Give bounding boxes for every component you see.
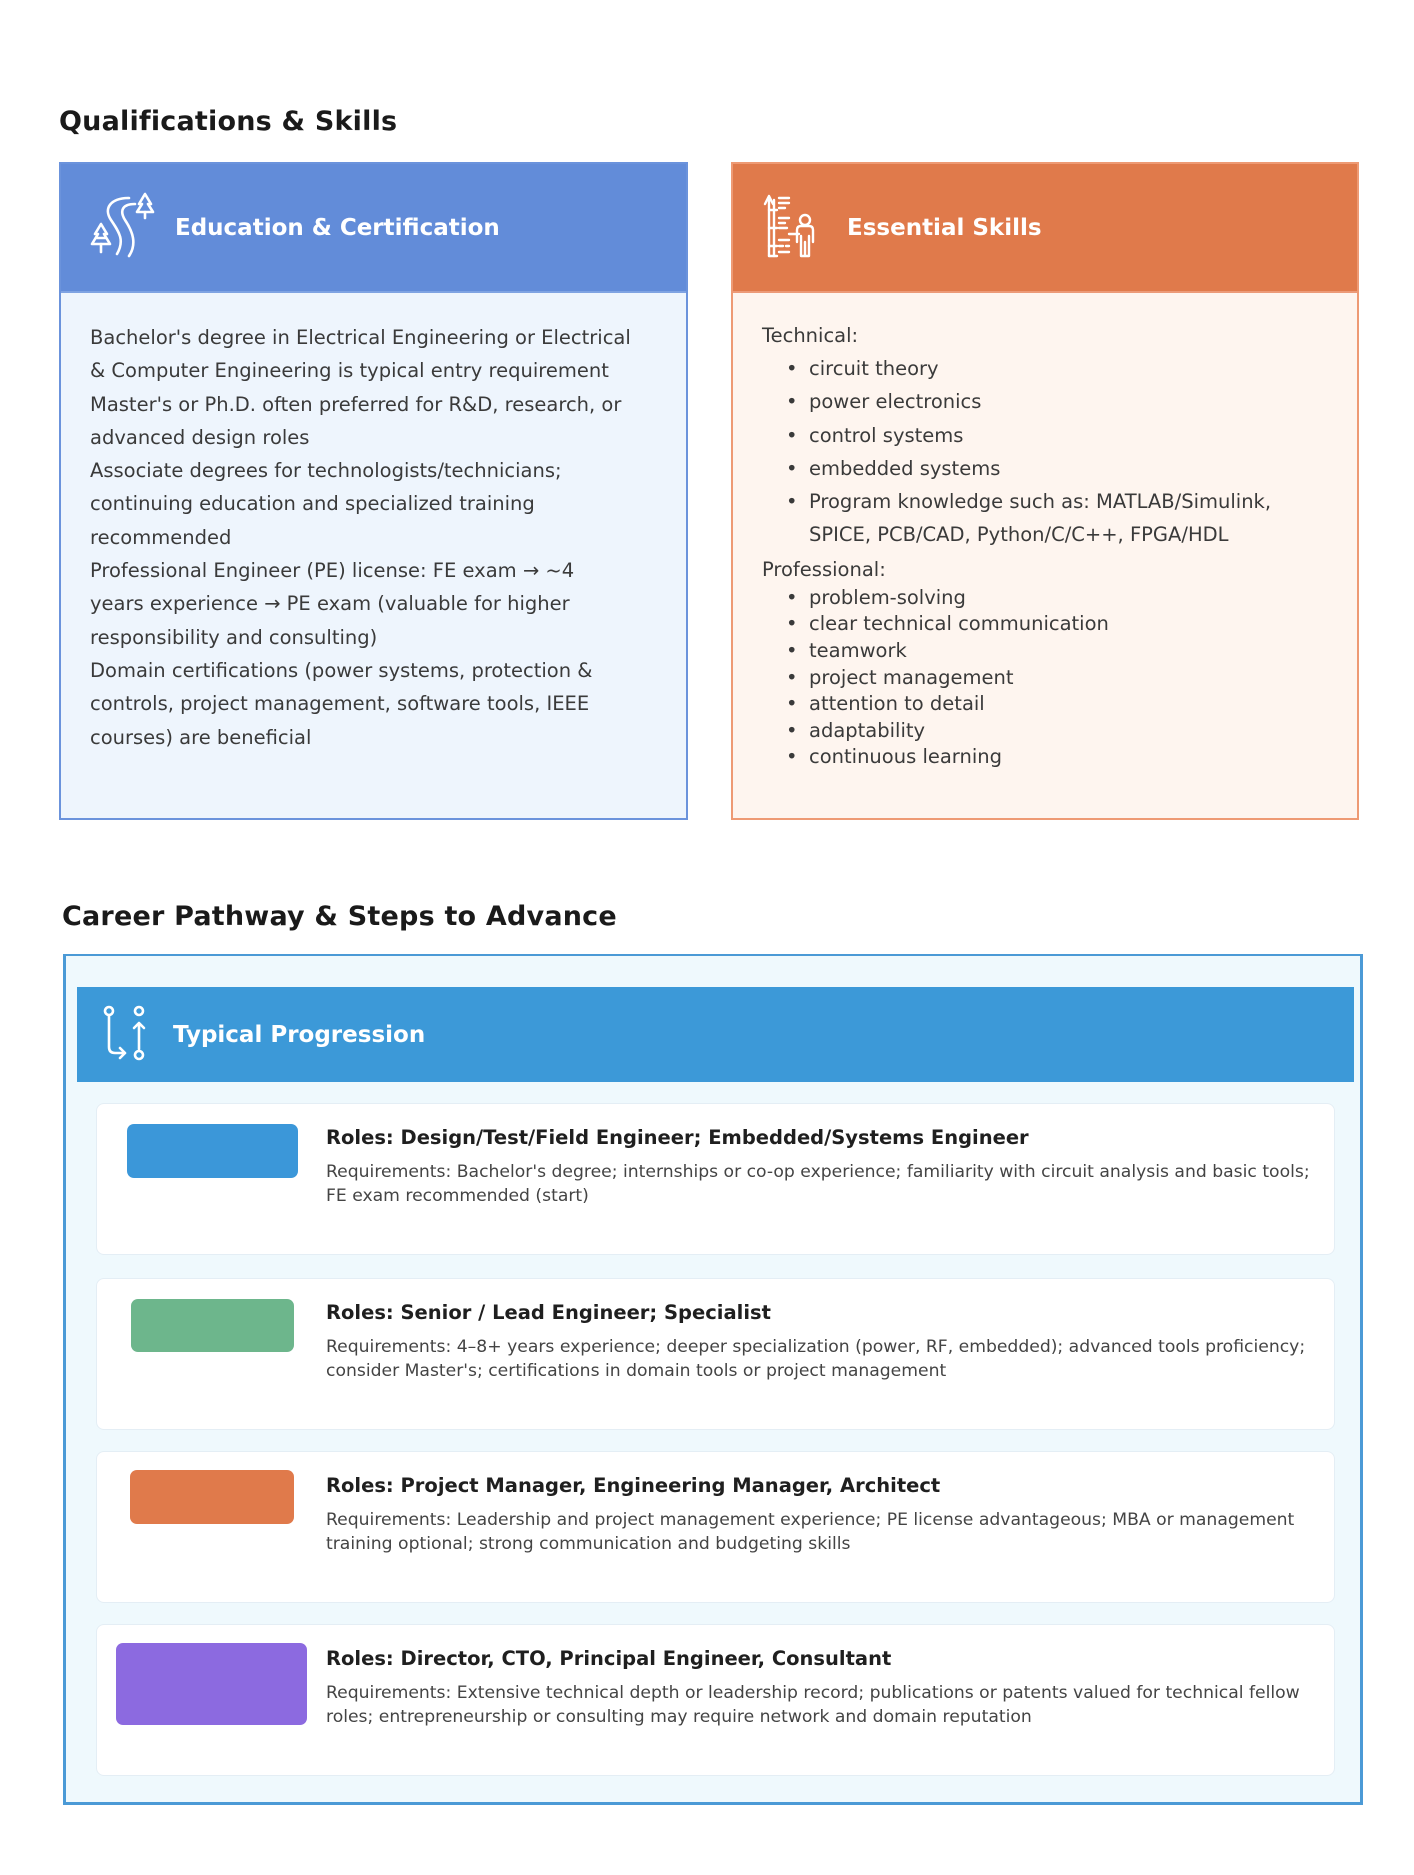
bullet-icon: • <box>786 638 798 662</box>
bullet-icon: • <box>786 390 798 414</box>
career-pathway-panel <box>63 954 1363 1805</box>
skills-card-header <box>733 164 1357 293</box>
list-item: • attention to detail <box>762 691 1329 718</box>
step-requirements: Requirements: Leadership and project management experience; PE license advantageous; MBA or management training optional; strong communication and budgeting skills <box>326 1510 1295 1554</box>
skills-card-title: Essential Skills <box>847 214 1042 241</box>
technical-list <box>762 352 1329 552</box>
step-color-swatch <box>116 1643 307 1725</box>
bullet-icon: • <box>786 745 798 769</box>
education-card-header <box>61 164 686 293</box>
bullet-icon: • <box>786 718 798 742</box>
step-color-swatch <box>127 1124 298 1178</box>
education-line: Master's or Ph.D. often preferred for R&D, research, or <box>90 392 622 416</box>
list-item: • Program knowledge such as: MATLAB/Simulink, <box>762 485 1329 518</box>
step-roles: Roles: Project Manager, Engineering Manager, Architect <box>326 1474 941 1497</box>
git-path-icon <box>97 1001 161 1069</box>
list-item: • circuit theory <box>762 352 1329 385</box>
bullet-icon: • <box>786 423 798 447</box>
list-item: • project management <box>762 665 1329 692</box>
bullet-icon: • <box>786 585 798 609</box>
education-line: courses) are beneficial <box>90 725 312 749</box>
step-requirements: Requirements: Bachelor's degree; internships or co-op experience; familiarity with circuit analysis and basic tools; FE exam recommended (start) <box>326 1162 1310 1206</box>
step-requirements: Requirements: Extensive technical depth or leadership record; publications or patents valued for technical fellow roles; entrepreneurship or consulting may require network and domain reputation <box>326 1683 1300 1727</box>
list-item: • teamwork <box>762 638 1329 665</box>
education-line: Bachelor's degree in Electrical Engineering or Electrical <box>90 326 631 349</box>
step-roles: Roles: Senior / Lead Engineer; Specialist <box>326 1301 771 1324</box>
education-line: Domain certifications (power systems, protection & <box>90 658 593 682</box>
education-line: years experience → PE exam (valuable for higher <box>90 592 570 616</box>
education-card-title: Education & Certification <box>175 214 500 241</box>
education-line: continuing education and specialized training <box>90 492 535 516</box>
list-item: • continuous learning <box>762 744 1329 771</box>
step-color-swatch <box>130 1470 294 1524</box>
education-line: advanced design roles <box>90 425 310 449</box>
career-step-2 <box>96 1278 1335 1430</box>
skills-card-body <box>733 293 1357 771</box>
bullet-icon: • <box>786 490 798 514</box>
progression-header <box>77 987 1354 1082</box>
list-item: • problem-solving <box>762 585 1329 612</box>
bullet-icon: • <box>786 612 798 636</box>
list-item: • power electronics <box>762 385 1329 418</box>
progression-title: Typical Progression <box>173 1021 426 1048</box>
step-roles: Roles: Design/Test/Field Engineer; Embedded/Systems Engineer <box>326 1126 1029 1149</box>
step-requirements: Requirements: 4–8+ years experience; deeper specialization (power, RF, embedded); advanced tools proficiency; consider Master's; certifications in domain tools or project management <box>326 1337 1306 1381</box>
career-step-3 <box>96 1451 1335 1603</box>
education-line: & Computer Engineering is typical entry requirement <box>90 359 609 383</box>
qualifications-title: Qualifications & Skills <box>59 106 398 137</box>
step-color-swatch <box>131 1299 294 1352</box>
list-item: • clear technical communication <box>762 611 1329 638</box>
road-trees-icon <box>89 190 161 266</box>
education-card <box>59 162 688 820</box>
education-line: Associate degrees for technologists/technicians; <box>90 459 562 483</box>
bullet-icon: • <box>786 665 798 689</box>
education-card-body <box>61 293 686 754</box>
list-item-continuation: SPICE, PCB/CAD, Python/C/C++, FPGA/HDL <box>809 523 1229 547</box>
education-line: responsibility and consulting) <box>90 625 378 649</box>
skills-card <box>731 162 1359 820</box>
bullet-icon: • <box>786 692 798 716</box>
list-item: • adaptability <box>762 718 1329 745</box>
professional-label: Professional: <box>762 557 886 581</box>
skill-growth-icon <box>761 190 833 266</box>
education-line: Professional Engineer (PE) license: FE exam → ~4 <box>90 559 575 583</box>
career-step-1 <box>96 1103 1335 1255</box>
education-line: recommended <box>90 525 232 549</box>
step-roles: Roles: Director, CTO, Principal Engineer, Consultant <box>326 1647 892 1670</box>
career-step-4 <box>96 1624 1335 1776</box>
education-line: controls, project management, software tools, IEEE <box>90 692 590 716</box>
career-title: Career Pathway & Steps to Advance <box>62 901 617 932</box>
technical-label: Technical: <box>762 324 859 347</box>
list-item: • embedded systems <box>762 452 1329 485</box>
list-item: • control systems <box>762 419 1329 452</box>
bullet-icon: • <box>786 357 798 380</box>
professional-list <box>762 585 1329 771</box>
bullet-icon: • <box>786 456 798 480</box>
